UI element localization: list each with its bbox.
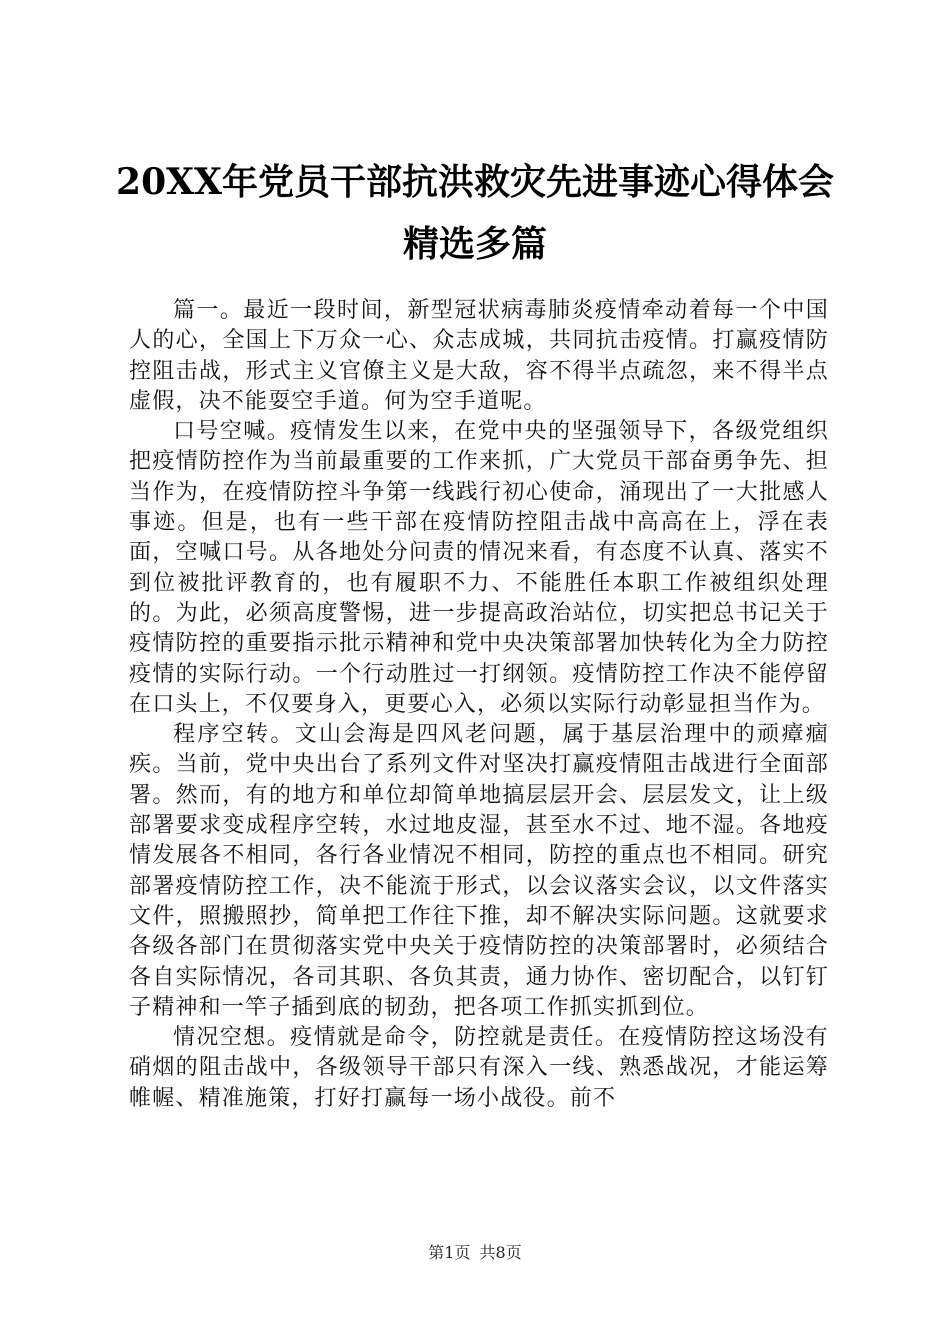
page-footer	[0, 1240, 950, 1263]
paragraph: 程序空转。文山会海是四风老问题，属于基层治理中的顽瘴痼疾。当前，党中央出台了系列文件对坚决打赢疫情阻击战进行全面部署。然而，有的地方和单位却简单地搞层层开会、层层发文，让上级部署要求变成程序空转，水过地皮湿，甚至水不过、地不湿。各地疫情发展各不相同，各行各业情况不相同，防控的重点也不相同。研究部署疫情防控工作，决不能流于形式，以会议落实会议，以文件落实文件，照搬照抄，简单把工作往下推，却不解决实际问题。这就要求各级各部门在贯彻落实党中央关于疫情防控的决策部署时，必须结合各自实际情况，各司其职、各负其责，通力协作、密切配合，以钉钉子精神和一竿子插到底的韧劲，把各项工作抓实抓到位。	[129, 722, 829, 1020]
page-number: 第1页	[428, 1243, 471, 1262]
document-body	[129, 296, 829, 1114]
paragraph: 情况空想。疫情就是命令，防控就是责任。在疫情防控这场没有硝烟的阻击战中，各级领导干部只有深入一线、熟悉战况，才能运筹帷幄、精准施策，打好打赢每一场小战役。前不	[129, 1025, 829, 1111]
page-total: 共8页	[479, 1243, 522, 1262]
document-subtitle: 精选多篇	[402, 223, 547, 265]
document-title: 20XX年党员干部抗洪救灾先进事迹心得体会	[116, 161, 834, 203]
paragraph: 篇一。最近一段时间，新型冠状病毒肺炎疫情牵动着每一个中国人的心，全国上下万众一心、众志成城，共同抗击疫情。打赢疫情防控阻击战，形式主义官僚主义是大敌，容不得半点疏忽，来不得半点虚假，决不能耍空手道。何为空手道呢。	[129, 298, 829, 414]
paragraph: 口号空喊。疫情发生以来，在党中央的坚强领导下，各级党组织把疫情防控作为当前最重要的工作来抓，广大党员干部奋勇争先、担当作为，在疫情防控斗争第一线践行初心使命，涌现出了一大批感人事迹。但是，也有一些干部在疫情防控阻击战中高高在上，浮在表面，空喊口号。从各地处分问责的情况来看，有态度不认真、落实不到位被批评教育的，也有履职不力、不能胜任本职工作被组织处理的。为此，必须高度警惕，进一步提高政治站位，切实把总书记关于疫情防控的重要指示批示精神和党中央决策部署加快转化为全力防控疫情的实际行动。一个行动胜过一打纲领。疫情防控工作决不能停留在口头上，不仅要身入，更要心入，必须以实际行动彰显担当作为。	[129, 419, 829, 717]
